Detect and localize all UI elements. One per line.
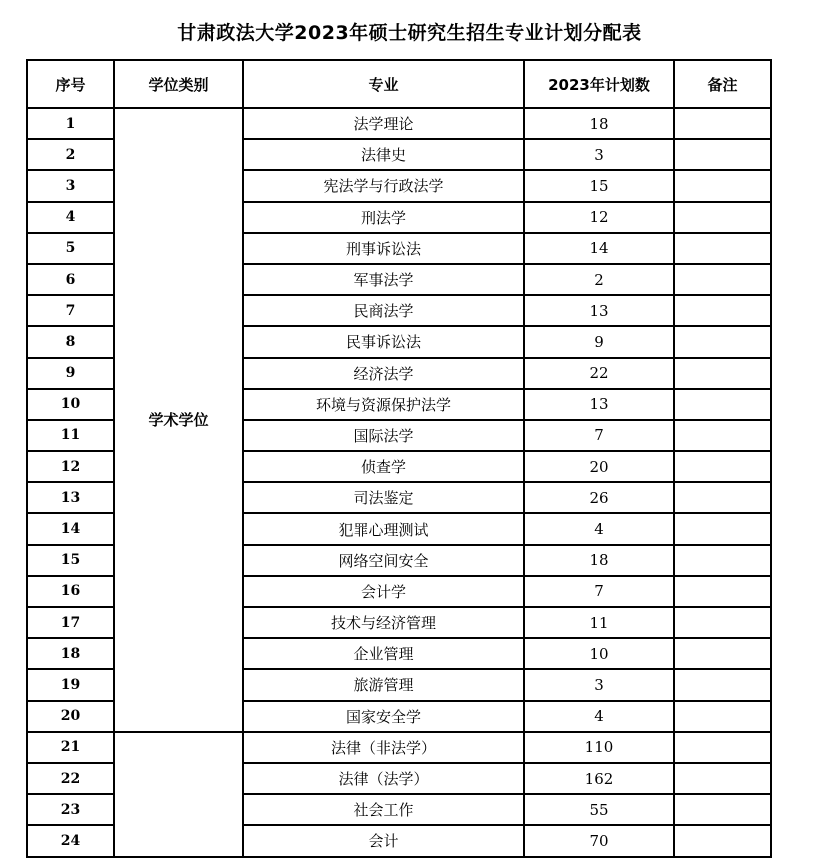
plan-count-cell: 3: [524, 669, 674, 700]
plan-count-cell: 14: [524, 233, 674, 264]
degree-type-cell: [114, 732, 243, 857]
major-cell: 会计: [243, 825, 524, 856]
plan-count-cell: 26: [524, 482, 674, 513]
remarks-cell: [674, 669, 771, 700]
plan-count-cell: 10: [524, 638, 674, 669]
major-cell: 犯罪心理测试: [243, 513, 524, 544]
serial-no-cell: 24: [27, 825, 114, 856]
serial-no-cell: 3: [27, 170, 114, 201]
major-cell: 刑事诉讼法: [243, 233, 524, 264]
major-cell: 企业管理: [243, 638, 524, 669]
remarks-cell: [674, 326, 771, 357]
plan-count-cell: 2: [524, 264, 674, 295]
plan-count-cell: 22: [524, 358, 674, 389]
major-cell: 法学理论: [243, 108, 524, 139]
plan-count-cell: 7: [524, 420, 674, 451]
plan-count-cell: 4: [524, 513, 674, 544]
plan-count-cell: 11: [524, 607, 674, 638]
header-remarks: 备注: [674, 60, 771, 108]
remarks-cell: [674, 607, 771, 638]
header-degree-type: 学位类别: [114, 60, 243, 108]
major-cell: 技术与经济管理: [243, 607, 524, 638]
plan-count-cell: 4: [524, 701, 674, 732]
major-cell: 会计学: [243, 576, 524, 607]
major-cell: 民事诉讼法: [243, 326, 524, 357]
table-row: [27, 108, 771, 139]
major-cell: 国家安全学: [243, 701, 524, 732]
remarks-cell: [674, 264, 771, 295]
remarks-cell: [674, 389, 771, 420]
serial-no-cell: 10: [27, 389, 114, 420]
plan-count-cell: 7: [524, 576, 674, 607]
plan-count-cell: 18: [524, 545, 674, 576]
plan-count-cell: 9: [524, 326, 674, 357]
remarks-cell: [674, 732, 771, 763]
serial-no-cell: 9: [27, 358, 114, 389]
remarks-cell: [674, 701, 771, 732]
plan-count-cell: 15: [524, 170, 674, 201]
remarks-cell: [674, 482, 771, 513]
remarks-cell: [674, 825, 771, 856]
document-title: 甘肃政法大学2023年硕士研究生招生专业计划分配表: [177, 22, 642, 44]
major-cell: 军事法学: [243, 264, 524, 295]
serial-no-cell: 13: [27, 482, 114, 513]
serial-no-cell: 16: [27, 576, 114, 607]
remarks-cell: [674, 233, 771, 264]
header-serial-no: 序号: [27, 60, 114, 108]
enrollment-plan-table: [26, 59, 772, 858]
major-cell: 国际法学: [243, 420, 524, 451]
remarks-cell: [674, 295, 771, 326]
serial-no-cell: 5: [27, 233, 114, 264]
plan-count-cell: 110: [524, 732, 674, 763]
remarks-cell: [674, 420, 771, 451]
major-cell: 社会工作: [243, 794, 524, 825]
serial-no-cell: 8: [27, 326, 114, 357]
remarks-cell: [674, 202, 771, 233]
plan-count-cell: 13: [524, 389, 674, 420]
major-cell: 民商法学: [243, 295, 524, 326]
serial-no-cell: 2: [27, 139, 114, 170]
serial-no-cell: 1: [27, 108, 114, 139]
table-row: [27, 732, 771, 763]
serial-no-cell: 4: [27, 202, 114, 233]
serial-no-cell: 17: [27, 607, 114, 638]
plan-count-cell: 55: [524, 794, 674, 825]
serial-no-cell: 6: [27, 264, 114, 295]
remarks-cell: [674, 108, 771, 139]
major-cell: 环境与资源保护法学: [243, 389, 524, 420]
remarks-cell: [674, 576, 771, 607]
major-cell: 宪法学与行政法学: [243, 170, 524, 201]
serial-no-cell: 14: [27, 513, 114, 544]
major-cell: 法律（法学）: [243, 763, 524, 794]
remarks-cell: [674, 139, 771, 170]
serial-no-cell: 11: [27, 420, 114, 451]
remarks-cell: [674, 451, 771, 482]
header-major: 专业: [243, 60, 524, 108]
major-cell: 司法鉴定: [243, 482, 524, 513]
plan-count-cell: 70: [524, 825, 674, 856]
serial-no-cell: 20: [27, 701, 114, 732]
serial-no-cell: 21: [27, 732, 114, 763]
major-cell: 法律（非法学）: [243, 732, 524, 763]
table-header-row: [27, 60, 771, 108]
remarks-cell: [674, 358, 771, 389]
serial-no-cell: 15: [27, 545, 114, 576]
major-cell: 刑法学: [243, 202, 524, 233]
remarks-cell: [674, 170, 771, 201]
remarks-cell: [674, 638, 771, 669]
serial-no-cell: 12: [27, 451, 114, 482]
plan-count-cell: 3: [524, 139, 674, 170]
serial-no-cell: 19: [27, 669, 114, 700]
plan-count-cell: 162: [524, 763, 674, 794]
header-plan-count: 2023年计划数: [524, 60, 674, 108]
plan-count-cell: 12: [524, 202, 674, 233]
remarks-cell: [674, 763, 771, 794]
remarks-cell: [674, 794, 771, 825]
remarks-cell: [674, 513, 771, 544]
major-cell: 旅游管理: [243, 669, 524, 700]
serial-no-cell: 23: [27, 794, 114, 825]
major-cell: 经济法学: [243, 358, 524, 389]
remarks-cell: [674, 545, 771, 576]
plan-count-cell: 18: [524, 108, 674, 139]
plan-count-cell: 20: [524, 451, 674, 482]
major-cell: 侦查学: [243, 451, 524, 482]
major-cell: 法律史: [243, 139, 524, 170]
degree-type-cell: 学术学位: [114, 108, 243, 732]
serial-no-cell: 7: [27, 295, 114, 326]
major-cell: 网络空间安全: [243, 545, 524, 576]
serial-no-cell: 22: [27, 763, 114, 794]
serial-no-cell: 18: [27, 638, 114, 669]
plan-count-cell: 13: [524, 295, 674, 326]
